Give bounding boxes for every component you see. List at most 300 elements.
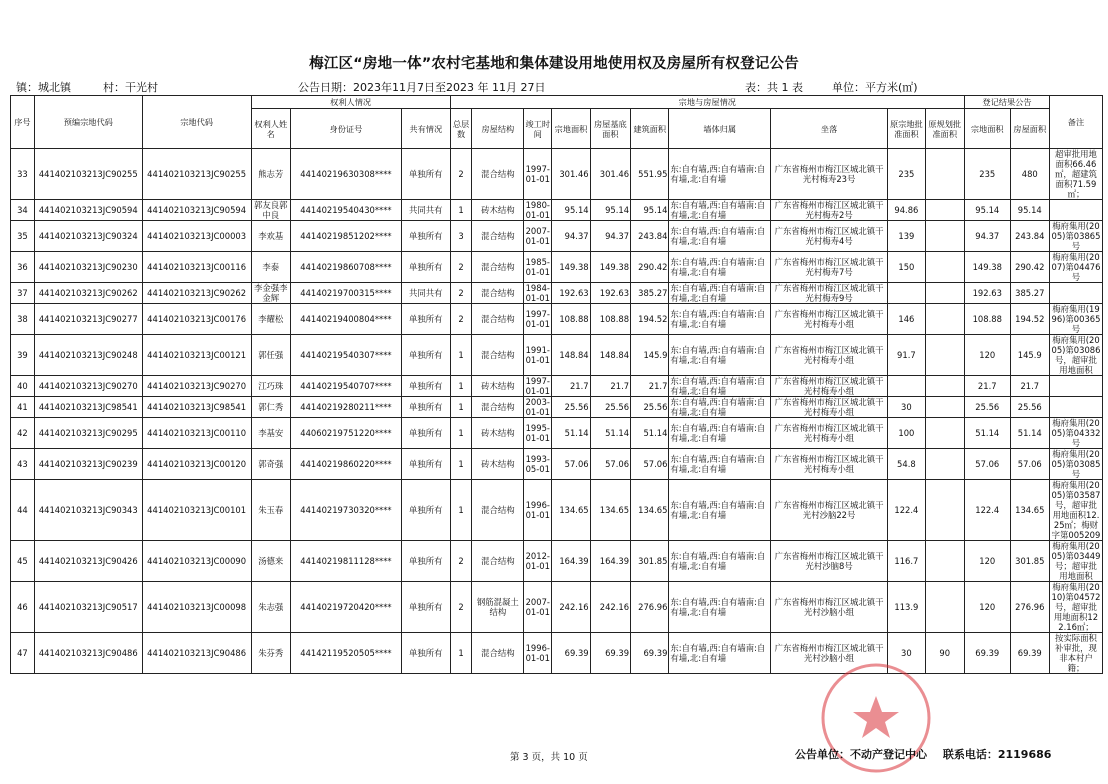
- result-land-area-cell: 192.63: [964, 283, 1010, 304]
- parcel-code-cell: 441402103213JC90255: [142, 149, 251, 200]
- owner-name-cell: 李耀松: [251, 304, 290, 335]
- wall-ownership-cell: 东:自有墙,西:自有墙南:自有墙,北:自有墙: [669, 376, 771, 397]
- header-share: 共有情况: [401, 109, 450, 149]
- orig-approved-area-cell: 122.4: [888, 480, 925, 541]
- org-name: 公告单位：不动产登记中心: [795, 748, 927, 761]
- pre-code-cell: 441402103213JC90248: [34, 335, 142, 376]
- structure-cell: 砖木结构: [472, 418, 524, 449]
- location-cell: 广东省梅州市梅江区城北镇干光村梅寿小组: [771, 397, 888, 418]
- structure-cell: 混合结构: [472, 633, 524, 674]
- orig-approved-area-cell: 30: [888, 397, 925, 418]
- location-cell: 广东省梅州市梅江区城北镇干光村梅寿9号: [771, 283, 888, 304]
- location-cell: 广东省梅州市梅江区城北镇干光村梅寿小组: [771, 418, 888, 449]
- parcel-code-cell: 441402103213JC00121: [142, 335, 251, 376]
- parcel-code-cell: 441402103213JC00110: [142, 418, 251, 449]
- base-area-cell: 95.14: [590, 200, 630, 221]
- parcel-code-cell: 441402103213JC00101: [142, 480, 251, 541]
- remark-cell: [1049, 283, 1102, 304]
- remark-cell: 梅府集用(2005)第03449号；超审批用地面积: [1049, 541, 1102, 582]
- remark-cell: 梅府集用(2010)第04572号，超审批用地面积122.16㎡；: [1049, 582, 1102, 633]
- completion-year-cell: 1980-01-01: [525, 200, 550, 220]
- completion-year-cell: 1996-01-01: [524, 633, 552, 674]
- header-remark: 备注: [1049, 96, 1102, 149]
- header-group-result: 登记结果公告: [964, 96, 1049, 109]
- completion-year-cell: 2007-01-01: [524, 221, 552, 252]
- remark-cell: 超审批用地面积66.46㎡，超建筑面积71.59㎡；: [1049, 149, 1102, 200]
- table-row: [11, 397, 1103, 418]
- share-status-cell: 单独所有: [401, 418, 450, 449]
- owner-name-cell: 江巧珠: [251, 376, 290, 397]
- parcel-code-cell: 441402103213JC00090: [142, 541, 251, 582]
- floors-cell: 1: [450, 418, 472, 449]
- share-status-cell: 单独所有: [401, 149, 450, 200]
- result-land-area-cell: 95.14: [964, 200, 1010, 221]
- row-no-cell: 45: [11, 541, 35, 582]
- land-area-cell: 149.38: [552, 252, 590, 283]
- orig-approved-area-cell: 116.7: [888, 541, 925, 582]
- orig-plan-area-cell: [925, 149, 964, 200]
- build-area-cell: 194.52: [631, 304, 669, 335]
- orig-approved-area-cell: [888, 283, 925, 304]
- wall-ownership-cell: 东:自有墙,西:自有墙南:自有墙,北:自有墙: [669, 418, 771, 449]
- parcel-code-cell: 441402103213JC90262: [142, 283, 251, 304]
- location-cell: 广东省梅州市梅江区城北镇干光村梅寿小组: [771, 376, 888, 397]
- land-area-cell: 301.46: [552, 149, 590, 200]
- row-no-cell: 42: [11, 418, 35, 449]
- orig-plan-area-cell: [925, 304, 964, 335]
- id-number-cell: 44140219860708****: [290, 252, 401, 283]
- location-cell: 广东省梅州市梅江区城北镇干光村梅寿小组: [771, 449, 888, 480]
- wall-ownership-cell: 东:自有墙,西:自有墙南:自有墙,北:自有墙: [669, 480, 771, 541]
- floors-cell: 2: [450, 582, 472, 633]
- land-area-cell: 192.63: [552, 283, 590, 304]
- structure-cell: 砖木结构: [472, 449, 524, 480]
- unit-label: 单位：平方米(㎡): [832, 81, 918, 94]
- wall-ownership-cell: 东:自有墙,西:自有墙南:自有墙,北:自有墙: [669, 149, 771, 200]
- table-row: [11, 541, 1103, 582]
- orig-plan-area-cell: [925, 221, 964, 252]
- result-house-area-cell: 290.42: [1010, 252, 1049, 283]
- base-area-cell: 69.39: [590, 633, 630, 674]
- result-house-area-cell: 194.52: [1010, 304, 1049, 335]
- owner-name-cell: 郭奇强: [251, 449, 290, 480]
- owner-name-cell: 李欢基: [251, 221, 290, 252]
- floors-cell: 3: [450, 221, 472, 252]
- id-number-cell: 44140219720420****: [290, 582, 401, 633]
- header-build-area: 建筑面积: [631, 109, 669, 149]
- land-area-cell: 21.7: [552, 376, 590, 397]
- owner-name-cell: 汤德来: [251, 541, 290, 582]
- header-no: 序号: [11, 96, 35, 149]
- land-area-cell: 134.65: [552, 480, 590, 541]
- wall-ownership-cell: 东:自有墙,西:自有墙南:自有墙,北:自有墙: [669, 335, 771, 376]
- base-area-cell: 108.88: [590, 304, 630, 335]
- remark-cell: 梅府集用(2005)第03085号: [1049, 449, 1102, 480]
- result-house-area-cell: 243.84: [1010, 221, 1049, 252]
- completion-year-cell: 2012-01-01: [524, 541, 552, 582]
- header-orig-approved: 原宗地批准面积: [888, 109, 925, 149]
- location-cell: 广东省梅州市梅江区城北镇干光村梅寿2号: [771, 200, 888, 221]
- completion-year-cell: 1985-01-01: [524, 252, 552, 283]
- owner-name-cell: 郭仁秀: [251, 397, 290, 418]
- table-row: [11, 335, 1103, 376]
- build-area-cell: 301.85: [631, 541, 669, 582]
- orig-approved-area-cell: 139: [888, 221, 925, 252]
- table-row: [11, 582, 1103, 633]
- result-land-area-cell: 149.38: [964, 252, 1010, 283]
- share-status-cell: 单独所有: [401, 252, 450, 283]
- announcement-date: 公告日期：2023年11月7日至2023 年 11月 27日: [298, 81, 546, 94]
- location-cell: 广东省梅州市梅江区城北镇干光村沙脑小组: [771, 633, 888, 674]
- orig-approved-area-cell: 91.7: [888, 335, 925, 376]
- wall-ownership-cell: 东:自有墙,西:自有墙南:自有墙,北:自有墙: [669, 252, 771, 283]
- structure-cell: 混合结构: [472, 541, 524, 582]
- base-area-cell: 134.65: [590, 480, 630, 541]
- pre-code-cell: 441402103213JC90486: [34, 633, 142, 674]
- result-house-area-cell: 69.39: [1010, 633, 1049, 674]
- remark-cell: 梅府集用(1996)第00365号: [1049, 304, 1102, 335]
- base-area-cell: 21.7: [590, 376, 630, 397]
- remark-cell: 梅府集用(2005)第03587号，超审批用地面积12.25㎡；梅财字第005209: [1049, 480, 1102, 541]
- table-row: [11, 283, 1103, 304]
- floors-cell: 1: [450, 335, 472, 376]
- result-house-area-cell: 95.14: [1010, 200, 1049, 221]
- base-area-cell: 51.14: [590, 418, 630, 449]
- row-no-cell: 37: [11, 283, 35, 304]
- orig-plan-area-cell: [925, 200, 964, 221]
- header-structure: 房屋结构: [472, 109, 524, 149]
- pre-code-cell: 441402103213JC90277: [34, 304, 142, 335]
- remark-cell: 梅府集用(2005)第04332号: [1049, 418, 1102, 449]
- completion-year-cell: 1984-01-01: [525, 283, 550, 303]
- orig-plan-area-cell: [925, 449, 964, 480]
- structure-cell: 混合结构: [472, 149, 524, 200]
- location-cell: 广东省梅州市梅江区城北镇干光村梅寿小组: [771, 304, 888, 335]
- floors-cell: 2: [450, 304, 472, 335]
- completion-year-cell: 1997-01-01: [524, 304, 552, 335]
- orig-approved-area-cell: 100: [888, 418, 925, 449]
- header-land-area: 宗地面积: [552, 109, 590, 149]
- wall-ownership-cell: 东:自有墙,西:自有墙南:自有墙,北:自有墙: [669, 397, 771, 418]
- location-cell: 广东省梅州市梅江区城北镇干光村梅寿7号: [771, 252, 888, 283]
- build-area-cell: 551.95: [631, 149, 669, 200]
- structure-cell: 砖木结构: [472, 376, 524, 397]
- location-cell: 广东省梅州市梅江区城北镇干光村沙脑22号: [771, 480, 888, 541]
- orig-plan-area-cell: [925, 480, 964, 541]
- id-number-cell: 44140219860220****: [290, 449, 401, 480]
- orig-plan-area-cell: [925, 252, 964, 283]
- build-area-cell: 57.06: [631, 449, 669, 480]
- completion-year-cell: 1997-01-01: [525, 376, 550, 396]
- completion-year-cell: 1997-01-01: [524, 149, 552, 200]
- row-no-cell: 40: [11, 376, 35, 397]
- structure-cell: 混合结构: [472, 335, 524, 376]
- row-no-cell: 33: [11, 149, 35, 200]
- owner-name-cell: 熊志芳: [251, 149, 290, 200]
- row-no-cell: 39: [11, 335, 35, 376]
- header-result-house: 房屋面积: [1010, 109, 1049, 149]
- location-cell: 广东省梅州市梅江区城北镇干光村沙脑小组: [771, 582, 888, 633]
- floors-cell: 1: [450, 397, 472, 418]
- header-parcel-code: 宗地代码: [142, 96, 251, 149]
- orig-plan-area-cell: [925, 541, 964, 582]
- build-area-cell: 290.42: [631, 252, 669, 283]
- completion-year-cell: 1996-01-01: [524, 480, 552, 541]
- result-land-area-cell: 120: [964, 541, 1010, 582]
- share-status-cell: 单独所有: [401, 449, 450, 480]
- floors-cell: 1: [450, 200, 472, 221]
- town-label: 镇：城北镇: [16, 81, 71, 94]
- header-result-land: 宗地面积: [964, 109, 1010, 149]
- parcel-code-cell: 441402103213JC00120: [142, 449, 251, 480]
- base-area-cell: 164.39: [590, 541, 630, 582]
- wall-ownership-cell: 东:自有墙,西:自有墙南:自有墙,北:自有墙: [669, 283, 771, 304]
- owner-name-cell: 李金强李金辉: [251, 283, 290, 304]
- share-status-cell: 单独所有: [401, 480, 450, 541]
- pre-code-cell: 441402103213JC90324: [34, 221, 142, 252]
- land-area-cell: 94.37: [552, 221, 590, 252]
- result-land-area-cell: 120: [964, 335, 1010, 376]
- wall-ownership-cell: 东:自有墙,西:自有墙南:自有墙,北:自有墙: [669, 582, 771, 633]
- build-area-cell: 21.7: [631, 376, 669, 397]
- orig-approved-area-cell: [888, 376, 925, 397]
- pre-code-cell: 441402103213JC90270: [34, 376, 142, 397]
- result-house-area-cell: 21.7: [1010, 376, 1049, 397]
- row-no-cell: 43: [11, 449, 35, 480]
- row-no-cell: 44: [11, 480, 35, 541]
- parcel-code-cell: 441402103213JC00003: [142, 221, 251, 252]
- header-pre-code: 预编宗地代码: [34, 96, 142, 149]
- owner-name-cell: 朱玉春: [251, 480, 290, 541]
- table-row: [11, 200, 1103, 221]
- structure-cell: 混合结构: [472, 221, 524, 252]
- location-cell: 广东省梅州市梅江区城北镇干光村梅寿4号: [771, 221, 888, 252]
- result-land-area-cell: 108.88: [964, 304, 1010, 335]
- floors-cell: 1: [450, 376, 472, 397]
- pre-code-cell: 441402103213JC98541: [34, 397, 142, 418]
- completion-year-cell: 1995-01-01: [524, 418, 552, 449]
- base-area-cell: 25.56: [590, 397, 630, 418]
- parcel-code-cell: 441402103213JC90270: [142, 376, 251, 397]
- table-row: [11, 418, 1103, 449]
- footer-organization: [795, 746, 1063, 762]
- floors-cell: 1: [450, 449, 472, 480]
- orig-approved-area-cell: 113.9: [888, 582, 925, 633]
- floors-cell: 1: [450, 633, 472, 674]
- village-label: 村：干光村: [103, 81, 158, 94]
- table-row: [11, 449, 1103, 480]
- wall-ownership-cell: 东:自有墙,西:自有墙南:自有墙,北:自有墙: [669, 541, 771, 582]
- table-row: [11, 480, 1103, 541]
- page-number: 第 3 页，共 10 页: [510, 752, 588, 763]
- id-number-cell: 44140219700315****: [290, 283, 401, 304]
- table-row: [11, 252, 1103, 283]
- share-status-cell: 单独所有: [401, 304, 450, 335]
- completion-year-cell: 2007-01-01: [524, 582, 552, 633]
- wall-ownership-cell: 东:自有墙,西:自有墙南:自有墙,北:自有墙: [669, 200, 771, 221]
- result-house-area-cell: 145.9: [1010, 335, 1049, 376]
- structure-cell: 混合结构: [472, 304, 524, 335]
- id-number-cell: 44140219811128****: [290, 541, 401, 582]
- share-status-cell: 单独所有: [401, 335, 450, 376]
- table-count: 表：共 1 表: [745, 81, 803, 94]
- id-number-cell: 44142119520505****: [290, 633, 401, 674]
- orig-plan-area-cell: 90: [925, 633, 964, 674]
- header-floors: 总层数: [450, 109, 472, 149]
- result-land-area-cell: 51.14: [964, 418, 1010, 449]
- share-status-cell: 单独所有: [401, 221, 450, 252]
- result-land-area-cell: 122.4: [964, 480, 1010, 541]
- build-area-cell: 95.14: [631, 200, 669, 221]
- location-cell: 广东省梅州市梅江区城北镇干光村沙脑8号: [771, 541, 888, 582]
- land-area-cell: 51.14: [552, 418, 590, 449]
- page-title: 梅江区“房地一体”农村宅基地和集体建设用地使用权及房屋所有权登记公告: [309, 56, 799, 72]
- orig-approved-area-cell: 94.86: [888, 200, 925, 221]
- header-location: 坐落: [771, 109, 888, 149]
- header-group-rights: 权利人情况: [251, 96, 450, 109]
- land-area-cell: 25.56: [552, 397, 590, 418]
- orig-plan-area-cell: [925, 335, 964, 376]
- share-status-cell: 共同共有: [401, 283, 450, 304]
- result-house-area-cell: 385.27: [1010, 283, 1049, 304]
- owner-name-cell: 李泰: [251, 252, 290, 283]
- row-no-cell: 34: [11, 200, 35, 221]
- floors-cell: 2: [450, 283, 472, 304]
- id-number-cell: 44140219540430****: [290, 200, 401, 221]
- structure-cell: 钢筋混凝土结构: [472, 582, 524, 633]
- pre-code-cell: 441402103213JC90262: [34, 283, 142, 304]
- base-area-cell: 94.37: [590, 221, 630, 252]
- completion-year-cell: 2003-01-01: [525, 397, 550, 417]
- orig-approved-area-cell: 146: [888, 304, 925, 335]
- pre-code-cell: 441402103213JC90239: [34, 449, 142, 480]
- share-status-cell: 单独所有: [401, 582, 450, 633]
- row-no-cell: 46: [11, 582, 35, 633]
- result-land-area-cell: 21.7: [964, 376, 1010, 397]
- remark-cell: 梅府集用(2005)第03086号，超审批用地面积: [1049, 335, 1102, 376]
- parcel-code-cell: 441402103213JC00098: [142, 582, 251, 633]
- result-land-area-cell: 57.06: [964, 449, 1010, 480]
- base-area-cell: 192.63: [590, 283, 630, 304]
- orig-approved-area-cell: 150: [888, 252, 925, 283]
- id-number-cell: 44140219630308****: [290, 149, 401, 200]
- result-house-area-cell: 480: [1010, 149, 1049, 200]
- remark-cell: [1049, 376, 1102, 397]
- orig-plan-area-cell: [925, 397, 964, 418]
- header-base-area: 房屋基底面积: [590, 109, 630, 149]
- row-no-cell: 36: [11, 252, 35, 283]
- row-no-cell: 38: [11, 304, 35, 335]
- base-area-cell: 148.84: [590, 335, 630, 376]
- result-house-area-cell: 276.96: [1010, 582, 1049, 633]
- owner-name-cell: 郭任强: [251, 335, 290, 376]
- share-status-cell: 单独所有: [401, 633, 450, 674]
- remark-cell: [1049, 397, 1102, 418]
- land-area-cell: 108.88: [552, 304, 590, 335]
- floors-cell: 2: [450, 541, 472, 582]
- header-walls: 墙体归属: [669, 109, 771, 149]
- table-row: [11, 149, 1103, 200]
- table-row: [11, 633, 1103, 674]
- orig-approved-area-cell: 30: [888, 633, 925, 674]
- share-status-cell: 单独所有: [401, 376, 450, 397]
- wall-ownership-cell: 东:自有墙,西:自有墙南:自有墙,北:自有墙: [669, 449, 771, 480]
- result-house-area-cell: 57.06: [1010, 449, 1049, 480]
- result-land-area-cell: 235: [964, 149, 1010, 200]
- remark-cell: 按实际面积补审批，现非本村户籍；: [1049, 633, 1102, 674]
- structure-cell: 混合结构: [472, 252, 524, 283]
- result-land-area-cell: 94.37: [964, 221, 1010, 252]
- result-land-area-cell: 69.39: [964, 633, 1010, 674]
- structure-cell: 混合结构: [472, 283, 524, 304]
- build-area-cell: 145.9: [631, 335, 669, 376]
- header-owner: 权利人姓名: [251, 109, 290, 149]
- orig-plan-area-cell: [925, 283, 964, 304]
- build-area-cell: 69.39: [631, 633, 669, 674]
- build-area-cell: 134.65: [631, 480, 669, 541]
- orig-approved-area-cell: 235: [888, 149, 925, 200]
- build-area-cell: 51.14: [631, 418, 669, 449]
- row-no-cell: 47: [11, 633, 35, 674]
- pre-code-cell: 441402103213JC90255: [34, 149, 142, 200]
- land-area-cell: 148.84: [552, 335, 590, 376]
- id-number-cell: 44060219751220****: [290, 418, 401, 449]
- wall-ownership-cell: 东:自有墙,西:自有墙南:自有墙,北:自有墙: [669, 304, 771, 335]
- header-year: 竣工时间: [524, 109, 552, 149]
- structure-cell: 混合结构: [472, 480, 524, 541]
- parcel-code-cell: 441402103213JC90486: [142, 633, 251, 674]
- completion-year-cell: 1991-01-01: [524, 335, 552, 376]
- build-area-cell: 243.84: [631, 221, 669, 252]
- pre-code-cell: 441402103213JC90517: [34, 582, 142, 633]
- pre-code-cell: 441402103213JC90230: [34, 252, 142, 283]
- pre-code-cell: 441402103213JC90295: [34, 418, 142, 449]
- contact-phone: 联系电话：2119686: [942, 748, 1052, 761]
- wall-ownership-cell: 东:自有墙,西:自有墙南:自有墙,北:自有墙: [669, 221, 771, 252]
- remark-cell: 梅府集用(2005)第03865号: [1049, 221, 1102, 252]
- row-no-cell: 35: [11, 221, 35, 252]
- id-number-cell: 44140219280211****: [290, 397, 401, 418]
- remark-cell: [1049, 200, 1102, 221]
- table-row: [11, 221, 1103, 252]
- structure-cell: 砖木结构: [472, 200, 524, 221]
- id-number-cell: 44140219540307****: [290, 335, 401, 376]
- build-area-cell: 25.56: [631, 397, 669, 418]
- land-area-cell: 95.14: [552, 200, 590, 221]
- orig-plan-area-cell: [925, 418, 964, 449]
- base-area-cell: 57.06: [590, 449, 630, 480]
- id-number-cell: 44140219540707****: [290, 376, 401, 397]
- land-area-cell: 242.16: [552, 582, 590, 633]
- base-area-cell: 301.46: [590, 149, 630, 200]
- floors-cell: 2: [450, 149, 472, 200]
- id-number-cell: 44140219730320****: [290, 480, 401, 541]
- pre-code-cell: 441402103213JC90594: [34, 200, 142, 221]
- result-house-area-cell: 25.56: [1010, 397, 1049, 418]
- owner-name-cell: 朱芬秀: [251, 633, 290, 674]
- wall-ownership-cell: 东:自有墙,西:自有墙南:自有墙,北:自有墙: [669, 633, 771, 674]
- id-number-cell: 44140219851202****: [290, 221, 401, 252]
- location-cell: 广东省梅州市梅江区城北镇干光村梅寿23号: [771, 149, 888, 200]
- result-land-area-cell: 120: [964, 582, 1010, 633]
- registration-table: [10, 95, 1103, 674]
- land-area-cell: 69.39: [552, 633, 590, 674]
- share-status-cell: 单独所有: [401, 397, 450, 418]
- structure-cell: 混合结构: [472, 397, 524, 418]
- table-body: [11, 149, 1103, 674]
- base-area-cell: 149.38: [590, 252, 630, 283]
- parcel-code-cell: 441402103213JC98541: [142, 397, 251, 418]
